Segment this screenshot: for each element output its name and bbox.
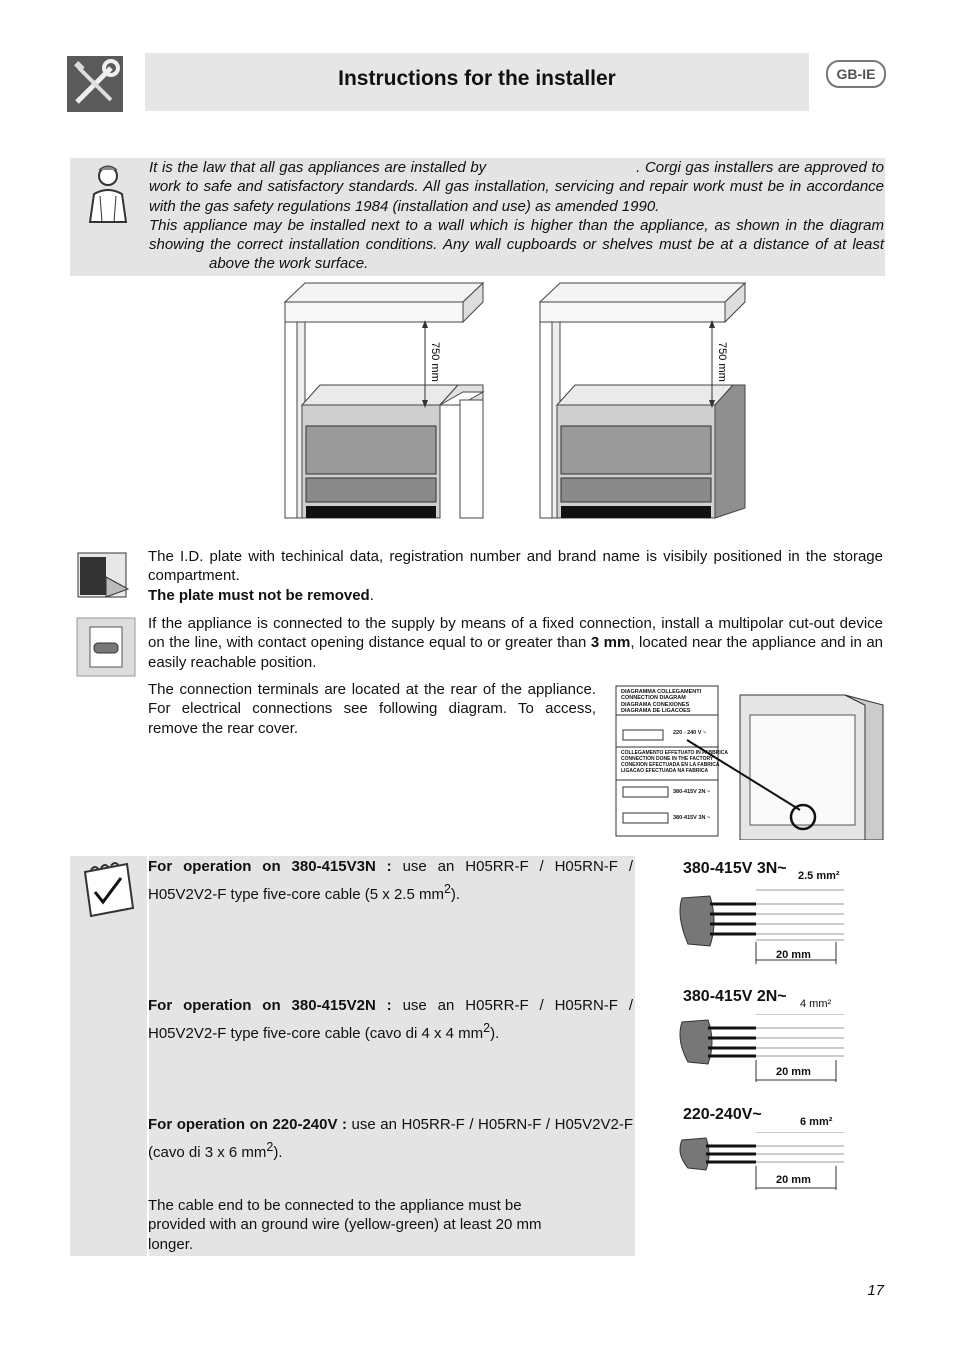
diagram-voltage-2: 380-415V 2N ~ xyxy=(673,789,711,795)
operation-sup: 2 xyxy=(443,882,451,896)
supply-text xyxy=(148,614,883,672)
cable-length: 20 mm xyxy=(776,1066,811,1078)
cable-diagram-2n xyxy=(676,986,856,1086)
diagram-right xyxy=(540,283,745,518)
diagram-factory-line: CONEXION EFECTUADA EN LA FABRICA xyxy=(621,762,720,768)
diagram-voltage-1: 220 - 240 V ~ xyxy=(673,730,707,736)
cable-voltage: 220-240V~ xyxy=(683,1106,762,1123)
intro-p1-a: It is the law that all gas appliances are installed by xyxy=(149,159,487,176)
operation-lead: For operation on 380-415V2N : xyxy=(148,997,392,1014)
operation-3n xyxy=(148,856,633,906)
cable-length: 20 mm xyxy=(776,949,811,961)
page-number: 17 xyxy=(867,1282,884,1299)
header-bar xyxy=(145,53,809,111)
cable-section: 4 mm² xyxy=(800,998,832,1010)
operation-text: use an H05RR-F / H05RN-F / H05V2V2-F type five-core cable (5 x 2.5 mm xyxy=(148,858,634,903)
notepad-check-icon xyxy=(77,860,137,920)
operation-sup: 2 xyxy=(483,1021,491,1035)
diagram-factory-lines xyxy=(621,750,728,774)
operation-220 xyxy=(148,1114,633,1164)
diagram-factory-line: COLLEGAMENTO EFFETUATO IN FABBRICA xyxy=(621,750,728,756)
cut-out-switch-icon xyxy=(76,617,136,677)
operation-text: use an H05RR-F / H05RN-F / H05V2V2-F type five-core cable (cavo di 4 x 4 mm xyxy=(148,997,634,1042)
intro-p1-b: . Corgi gas installers are approved to work to safe and satisfactory standards. All gas installation, servicing and repair work must be in accordance with the gas safety regulations 1984 (installation and use) as amended 1990. xyxy=(149,159,884,215)
diagram-factory-line: LIGACAO EFECTUADA NA FABRICA xyxy=(621,768,709,774)
cable-diagram-220 xyxy=(676,1104,856,1196)
intro-text xyxy=(149,158,884,274)
id-plate-text xyxy=(148,547,883,605)
diagram-left xyxy=(285,283,483,518)
diagram-title-line: DIAGRAMA CONEXIONES xyxy=(621,701,690,708)
diagram-title-line: DIAGRAMMA COLLEGAMENTI xyxy=(621,689,702,695)
terminals-text: The connection terminals are located at the rear of the appliance. For electrical connections see following diagram. To access, remove the rear cover. xyxy=(148,681,596,737)
operation-sup: 2 xyxy=(266,1140,274,1154)
supply-text-b: 3 mm xyxy=(590,634,631,652)
cable-voltage: 380-415V 3N~ xyxy=(683,860,787,877)
diagram-title-line: DIAGRAMA DE LIGACOES xyxy=(621,708,691,715)
cable-voltage: 380-415V 2N~ xyxy=(683,988,787,1005)
supply-text-c: , located near the appliance and in an easily reachable position. xyxy=(148,634,884,671)
operation-text: use an H05RR-F / H05RN-F / H05V2V2-F (cavo di 3 x 6 mm xyxy=(148,1116,633,1161)
cable-length: 20 mm xyxy=(776,1174,811,1186)
cable-section: 6 mm² xyxy=(800,1116,833,1128)
installer-icon xyxy=(76,162,140,232)
tools-icon xyxy=(67,56,123,112)
diagram-voltage-3: 380-415V 3N ~ xyxy=(673,815,711,821)
operation-end: ). xyxy=(450,886,461,903)
supply-text-a: If the appliance is connected to the supply by means of a fixed connection, install a multipolar cut-out device on the line, with contact opening distance equal to or greater than xyxy=(148,615,883,652)
country-badge: GB-IE xyxy=(826,60,886,88)
storage-compartment-icon xyxy=(76,549,130,601)
diagram-factory-line: CONNECTION DONE IN THE FACTORY xyxy=(621,756,714,762)
id-plate-description: The I.D. plate with techinical data, registration number and brand name is visibily positioned in the storage compartment. xyxy=(148,548,883,585)
installation-diagrams xyxy=(280,280,750,525)
id-plate-warning: The plate must not be removed xyxy=(148,586,370,604)
intro-p2-b: above the work surface. xyxy=(209,255,369,273)
dimension-label-left: 750 mm xyxy=(429,342,441,382)
cable-diagram-3n xyxy=(676,858,856,970)
page-title: Instructions for the installer xyxy=(338,67,616,90)
operation-lead: For operation on 220-240V : xyxy=(148,1116,348,1133)
cable-end-note: The cable end to be connected to the appliance must be provided with an ground wire (yellow-green) at least 20 mm longer. xyxy=(148,1197,542,1253)
operation-end: ). xyxy=(490,1025,500,1042)
operation-end: ). xyxy=(273,1144,283,1161)
connection-diagram xyxy=(615,685,885,840)
cable-section: 2.5 mm² xyxy=(798,870,840,882)
diagram-title-lines xyxy=(621,689,701,715)
dimension-label-right: 750 mm xyxy=(716,342,728,382)
diagram-title-line: CONNECTION DIAGRAM xyxy=(621,695,686,702)
intro-p2-a: This appliance may be installed next to a wall which is higher than the appliance, as shown in the diagram showing the correct installation conditions. Any wall cupboards or shelves must be at a distance of at least xyxy=(149,216,884,254)
operation-2n xyxy=(148,995,633,1045)
operation-lead: For operation on 380-415V3N : xyxy=(148,858,392,875)
id-plate-warning-end: . xyxy=(369,586,374,604)
